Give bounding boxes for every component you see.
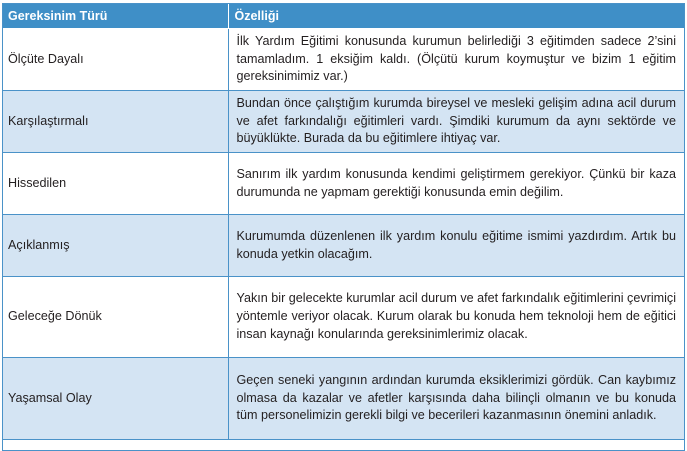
table-row bbox=[2, 29, 684, 91]
table-row bbox=[2, 277, 684, 358]
need-type-cell: Açıklanmış bbox=[2, 215, 228, 277]
need-type-cell: Hissedilen bbox=[2, 153, 228, 215]
header-type: Gereksinim Türü bbox=[2, 3, 228, 29]
need-type-cell: Yaşamsal Olay bbox=[2, 358, 228, 440]
need-description-cell: Bundan önce çalıştığım kurumda bireysel ve mesleki gelişim adına acil durum ve afet farkındalığı eğitimleri vardı. Şimdiki kurumum da aynı sektörde ve büyüklükte. Burada da bu eğitimlere ihtiyaç var. bbox=[228, 91, 684, 153]
table-row bbox=[2, 91, 684, 153]
header-row bbox=[2, 3, 684, 29]
need-description-cell: Sanırım ilk yardım konusunda kendimi geliştirmem gerekiyor. Çünkü bir kaza durumunda ne yapmam gerektiği konusunda emin değilim. bbox=[228, 153, 684, 215]
table-row bbox=[2, 215, 684, 277]
need-description-cell: İlk Yardım Eğitimi konusunda kurumun belirlediği 3 eğitimden sadece 2’sini tamamladım. 1 eksiğim kaldı. (Ölçütü kurum koymuştur ve bizim 1 eğitim gereksinimimiz var.) bbox=[228, 29, 684, 91]
need-type-cell: Karşılaştırmalı bbox=[2, 91, 228, 153]
need-description-cell: Geçen seneki yangının ardından kurumda eksiklerimizi gördük. Can kaybımız olmasa da kazalar ve afetler karşısında daha bilinçli olmanın ve bu konuda tüm personelimizin gerekli bilgi ve becerileri kazanmasının önemini anladık. bbox=[228, 358, 684, 440]
need-type-cell: Ölçüte Dayalı bbox=[2, 29, 228, 91]
table-row bbox=[2, 358, 684, 440]
need-description-cell: Kurumumda düzenlenen ilk yardım konulu eğitime ismimi yazdırdım. Artık bu konuda yetkin olacağım. bbox=[228, 215, 684, 277]
need-type-cell: Geleceğe Dönük bbox=[2, 277, 228, 358]
needs-table bbox=[2, 3, 684, 440]
need-description-cell: Yakın bir gelecekte kurumlar acil durum ve afet farkındalık eğitimlerini çevrimiçi yöntemle veriyor olacak. Kurum olarak bu konuda hem teknoloji hem de eğitici insan kaynağı konularında gereksinimlerimiz olacak. bbox=[228, 277, 684, 358]
table-row bbox=[2, 153, 684, 215]
header-feature: Özelliği bbox=[228, 3, 684, 29]
